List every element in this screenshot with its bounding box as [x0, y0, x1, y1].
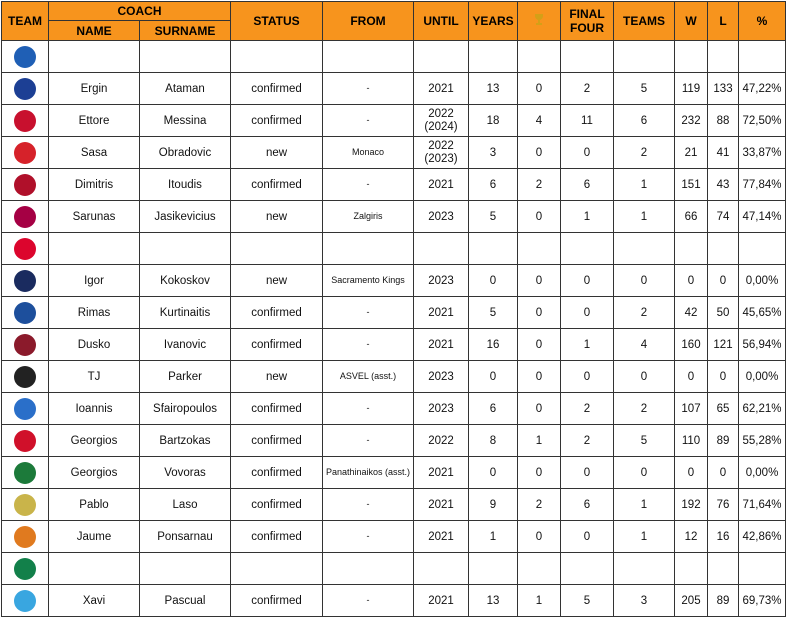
coach-surname-cell: Kokoskov: [140, 265, 231, 297]
win-pct-cell: 71,64%: [739, 489, 786, 521]
status-cell: confirmed: [231, 105, 323, 137]
losses-cell: 89: [708, 425, 739, 457]
until-cell: [414, 553, 469, 585]
years-cell: 5: [469, 201, 518, 233]
status-cell: new: [231, 201, 323, 233]
header-titles: [518, 2, 561, 41]
header-teams: TEAMS: [614, 2, 675, 41]
coach-name-cell: [49, 233, 140, 265]
titles-cell: [518, 553, 561, 585]
coach-surname-cell: Kurtinaitis: [140, 297, 231, 329]
team-logo-cell: [2, 585, 49, 617]
years-cell: 1: [469, 521, 518, 553]
coach-surname-cell: Obradovic: [140, 137, 231, 169]
titles-cell: 0: [518, 521, 561, 553]
coach-name-cell: Pablo: [49, 489, 140, 521]
win-pct-cell: 62,21%: [739, 393, 786, 425]
real-madrid-logo-icon: [14, 494, 36, 516]
until-cell: 2021: [414, 457, 469, 489]
team-logo-cell: [2, 393, 49, 425]
team-logo-cell: [2, 137, 49, 169]
team-logo-cell: [2, 297, 49, 329]
from-cell: Panathinaikos (asst.): [323, 457, 414, 489]
teams-cell: [614, 41, 675, 73]
baskonia-logo-icon: [14, 334, 36, 356]
titles-cell: 2: [518, 169, 561, 201]
losses-cell: [708, 41, 739, 73]
status-cell: confirmed: [231, 521, 323, 553]
team-logo-cell: [2, 425, 49, 457]
coach-name-cell: Sasa: [49, 137, 140, 169]
win-pct-cell: 42,86%: [739, 521, 786, 553]
until-cell: 2021: [414, 585, 469, 617]
win-pct-cell: 72,50%: [739, 105, 786, 137]
status-cell: confirmed: [231, 585, 323, 617]
maccabi-tel-aviv-logo-icon: [14, 398, 36, 420]
table-row: [2, 425, 786, 457]
table-row: [2, 265, 786, 297]
wins-cell: [675, 233, 708, 265]
table-row: [2, 585, 786, 617]
coach-surname-cell: Laso: [140, 489, 231, 521]
coach-surname-cell: Pascual: [140, 585, 231, 617]
titles-cell: 0: [518, 329, 561, 361]
years-cell: 18: [469, 105, 518, 137]
status-cell: new: [231, 361, 323, 393]
wins-cell: 192: [675, 489, 708, 521]
coach-name-cell: Dusko: [49, 329, 140, 361]
table-row: [2, 73, 786, 105]
team-logo-cell: [2, 41, 49, 73]
header-coach: COACH: [49, 2, 231, 21]
coach-name-cell: [49, 553, 140, 585]
table-row: [2, 169, 786, 201]
until-cell: 2021: [414, 297, 469, 329]
coach-surname-cell: Ponsarnau: [140, 521, 231, 553]
coach-surname-cell: [140, 233, 231, 265]
wins-cell: [675, 553, 708, 585]
until-cell: 2023: [414, 361, 469, 393]
win-pct-cell: 56,94%: [739, 329, 786, 361]
win-pct-cell: [739, 553, 786, 585]
khimki-logo-icon: [14, 302, 36, 324]
losses-cell: 43: [708, 169, 739, 201]
from-cell: Sacramento Kings: [323, 265, 414, 297]
losses-cell: 65: [708, 393, 739, 425]
wins-cell: 232: [675, 105, 708, 137]
final-four-cell: 6: [561, 169, 614, 201]
wins-cell: 160: [675, 329, 708, 361]
win-pct-cell: 77,84%: [739, 169, 786, 201]
years-cell: 9: [469, 489, 518, 521]
teams-cell: 1: [614, 201, 675, 233]
until-cell: [414, 233, 469, 265]
final-four-cell: 1: [561, 201, 614, 233]
coaches-table-body: [2, 41, 786, 617]
table-row: [2, 105, 786, 137]
table-row: [2, 137, 786, 169]
titles-cell: 0: [518, 457, 561, 489]
final-four-cell: 1: [561, 329, 614, 361]
teams-cell: 3: [614, 585, 675, 617]
status-cell: confirmed: [231, 489, 323, 521]
years-cell: 0: [469, 265, 518, 297]
wins-cell: 151: [675, 169, 708, 201]
team-logo-cell: [2, 553, 49, 585]
team-logo-cell: [2, 73, 49, 105]
wins-cell: 12: [675, 521, 708, 553]
team-logo-cell: [2, 105, 49, 137]
until-cell: 2021: [414, 329, 469, 361]
win-pct-cell: [739, 233, 786, 265]
from-cell: -: [323, 521, 414, 553]
coach-surname-cell: Ivanovic: [140, 329, 231, 361]
coach-name-cell: Dimitris: [49, 169, 140, 201]
titles-cell: 0: [518, 265, 561, 297]
table-row: [2, 233, 786, 265]
losses-cell: 89: [708, 585, 739, 617]
cska-moscow-logo-icon: [14, 174, 36, 196]
final-four-cell: 2: [561, 73, 614, 105]
from-cell: ASVEL (asst.): [323, 361, 414, 393]
win-pct-cell: 47,14%: [739, 201, 786, 233]
teams-cell: 6: [614, 105, 675, 137]
from-cell: -: [323, 73, 414, 105]
header-years: YEARS: [469, 2, 518, 41]
titles-cell: 0: [518, 137, 561, 169]
years-cell: 6: [469, 169, 518, 201]
losses-cell: 41: [708, 137, 739, 169]
titles-cell: 0: [518, 73, 561, 105]
until-cell: 2021: [414, 73, 469, 105]
win-pct-cell: 55,28%: [739, 425, 786, 457]
coach-surname-cell: Bartzokas: [140, 425, 231, 457]
team-logo-cell: [2, 201, 49, 233]
coach-name-cell: Georgios: [49, 457, 140, 489]
from-cell: -: [323, 297, 414, 329]
table-row: [2, 41, 786, 73]
header-losses: L: [708, 2, 739, 41]
years-cell: [469, 553, 518, 585]
status-cell: [231, 233, 323, 265]
win-pct-cell: 47,22%: [739, 73, 786, 105]
final-four-cell: 2: [561, 393, 614, 425]
losses-cell: 0: [708, 265, 739, 297]
from-cell: -: [323, 105, 414, 137]
teams-cell: [614, 233, 675, 265]
coaches-table: [1, 1, 786, 617]
bayern-munich-logo-icon: [14, 238, 36, 260]
teams-cell: 0: [614, 361, 675, 393]
team-logo-cell: [2, 361, 49, 393]
teams-cell: 1: [614, 169, 675, 201]
table-row: [2, 201, 786, 233]
final-four-cell: 2: [561, 425, 614, 457]
years-cell: 0: [469, 361, 518, 393]
final-four-cell: [561, 553, 614, 585]
header-final-four-line2: FOUR: [570, 21, 604, 35]
win-pct-cell: [739, 41, 786, 73]
status-cell: confirmed: [231, 457, 323, 489]
years-cell: 13: [469, 73, 518, 105]
status-cell: confirmed: [231, 297, 323, 329]
years-cell: 6: [469, 393, 518, 425]
teams-cell: 5: [614, 73, 675, 105]
final-four-cell: 5: [561, 585, 614, 617]
from-cell: -: [323, 393, 414, 425]
wins-cell: 107: [675, 393, 708, 425]
table-row: [2, 361, 786, 393]
years-cell: 5: [469, 297, 518, 329]
coach-name-cell: [49, 41, 140, 73]
coach-surname-cell: Messina: [140, 105, 231, 137]
coach-surname-cell: Parker: [140, 361, 231, 393]
team-logo-cell: [2, 489, 49, 521]
until-cell: 2021: [414, 489, 469, 521]
status-cell: new: [231, 265, 323, 297]
status-cell: confirmed: [231, 425, 323, 457]
crvena-zvezda-logo-icon: [14, 142, 36, 164]
teams-cell: 2: [614, 297, 675, 329]
losses-cell: [708, 233, 739, 265]
team-logo-cell: [2, 521, 49, 553]
final-four-cell: 0: [561, 521, 614, 553]
teams-cell: 1: [614, 521, 675, 553]
years-cell: 13: [469, 585, 518, 617]
wins-cell: 0: [675, 265, 708, 297]
olympiacos-logo-icon: [14, 430, 36, 452]
titles-cell: 2: [518, 489, 561, 521]
teams-cell: 4: [614, 329, 675, 361]
wins-cell: 0: [675, 457, 708, 489]
status-cell: new: [231, 137, 323, 169]
table-row: [2, 521, 786, 553]
header-from: FROM: [323, 2, 414, 41]
table-row: [2, 489, 786, 521]
losses-cell: 74: [708, 201, 739, 233]
header-name: NAME: [49, 21, 140, 41]
win-pct-cell: 45,65%: [739, 297, 786, 329]
titles-cell: 1: [518, 425, 561, 457]
coach-name-cell: Georgios: [49, 425, 140, 457]
titles-cell: 4: [518, 105, 561, 137]
asvel-logo-icon: [14, 366, 36, 388]
zenit-logo-icon: [14, 590, 36, 612]
table-row: [2, 553, 786, 585]
team-logo-cell: [2, 233, 49, 265]
until-cell: [414, 41, 469, 73]
table-row: [2, 457, 786, 489]
header-until: UNTIL: [414, 2, 469, 41]
header-team: TEAM: [2, 2, 49, 41]
win-pct-cell: 0,00%: [739, 361, 786, 393]
coach-name-cell: Ettore: [49, 105, 140, 137]
status-cell: confirmed: [231, 169, 323, 201]
years-cell: 0: [469, 457, 518, 489]
from-cell: [323, 41, 414, 73]
header-wins: W: [675, 2, 708, 41]
win-pct-cell: 33,87%: [739, 137, 786, 169]
final-four-cell: 0: [561, 361, 614, 393]
coach-surname-cell: Ataman: [140, 73, 231, 105]
until-cell: 2023: [414, 265, 469, 297]
until-cell: 2023: [414, 201, 469, 233]
losses-cell: 16: [708, 521, 739, 553]
until-cell: 2022 (2023): [414, 137, 469, 169]
coach-name-cell: Ioannis: [49, 393, 140, 425]
status-cell: [231, 41, 323, 73]
trophy-icon: [534, 14, 544, 26]
header-final-four: [561, 2, 614, 41]
coach-surname-cell: [140, 41, 231, 73]
teams-cell: 0: [614, 265, 675, 297]
from-cell: [323, 553, 414, 585]
final-four-cell: 6: [561, 489, 614, 521]
titles-cell: 0: [518, 201, 561, 233]
status-cell: confirmed: [231, 73, 323, 105]
status-cell: confirmed: [231, 329, 323, 361]
wins-cell: [675, 41, 708, 73]
coach-surname-cell: [140, 553, 231, 585]
losses-cell: [708, 553, 739, 585]
anadolu-efes-logo-icon: [14, 78, 36, 100]
losses-cell: 50: [708, 297, 739, 329]
years-cell: 16: [469, 329, 518, 361]
fc-barcelona-logo-icon: [14, 206, 36, 228]
coach-name-cell: Jaume: [49, 521, 140, 553]
final-four-cell: 0: [561, 265, 614, 297]
until-cell: 2022: [414, 425, 469, 457]
until-cell: 2022 (2024): [414, 105, 469, 137]
coach-surname-cell: Jasikevicius: [140, 201, 231, 233]
coach-name-cell: Ergin: [49, 73, 140, 105]
losses-cell: 133: [708, 73, 739, 105]
until-cell: 2021: [414, 521, 469, 553]
wins-cell: 205: [675, 585, 708, 617]
from-cell: -: [323, 169, 414, 201]
team-logo-cell: [2, 265, 49, 297]
header-win-pct: %: [739, 2, 786, 41]
win-pct-cell: 69,73%: [739, 585, 786, 617]
from-cell: [323, 233, 414, 265]
losses-cell: 0: [708, 457, 739, 489]
table-row: [2, 393, 786, 425]
panathinaikos-logo-icon: [14, 462, 36, 484]
team-logo-cell: [2, 329, 49, 361]
coach-name-cell: Sarunas: [49, 201, 140, 233]
coach-name-cell: TJ: [49, 361, 140, 393]
teams-cell: 2: [614, 137, 675, 169]
team-logo-cell: [2, 457, 49, 489]
teams-cell: 5: [614, 425, 675, 457]
header-surname: SURNAME: [140, 21, 231, 41]
titles-cell: [518, 41, 561, 73]
teams-cell: [614, 553, 675, 585]
teams-cell: 2: [614, 393, 675, 425]
from-cell: -: [323, 425, 414, 457]
table-row: [2, 329, 786, 361]
wins-cell: 42: [675, 297, 708, 329]
from-cell: Monaco: [323, 137, 414, 169]
from-cell: -: [323, 585, 414, 617]
final-four-cell: [561, 233, 614, 265]
titles-cell: [518, 233, 561, 265]
until-cell: 2021: [414, 169, 469, 201]
valencia-basket-logo-icon: [14, 526, 36, 548]
fenerbahce-logo-icon: [14, 270, 36, 292]
wins-cell: 119: [675, 73, 708, 105]
final-four-cell: [561, 41, 614, 73]
win-pct-cell: 0,00%: [739, 457, 786, 489]
teams-cell: 0: [614, 457, 675, 489]
header-status: STATUS: [231, 2, 323, 41]
wins-cell: 110: [675, 425, 708, 457]
losses-cell: 88: [708, 105, 739, 137]
titles-cell: 1: [518, 585, 561, 617]
win-pct-cell: 0,00%: [739, 265, 786, 297]
from-cell: -: [323, 489, 414, 521]
titles-cell: 0: [518, 297, 561, 329]
teams-cell: 1: [614, 489, 675, 521]
from-cell: -: [323, 329, 414, 361]
team-logo-cell: [2, 169, 49, 201]
titles-cell: 0: [518, 393, 561, 425]
from-cell: Zalgiris: [323, 201, 414, 233]
final-four-cell: 11: [561, 105, 614, 137]
years-cell: 3: [469, 137, 518, 169]
losses-cell: 76: [708, 489, 739, 521]
status-cell: confirmed: [231, 393, 323, 425]
coach-name-cell: Igor: [49, 265, 140, 297]
wins-cell: 0: [675, 361, 708, 393]
losses-cell: 121: [708, 329, 739, 361]
coach-name-cell: Rimas: [49, 297, 140, 329]
wins-cell: 21: [675, 137, 708, 169]
years-cell: [469, 233, 518, 265]
coach-name-cell: Xavi: [49, 585, 140, 617]
wins-cell: 66: [675, 201, 708, 233]
years-cell: 8: [469, 425, 518, 457]
until-cell: 2023: [414, 393, 469, 425]
titles-cell: 0: [518, 361, 561, 393]
final-four-cell: 0: [561, 457, 614, 489]
losses-cell: 0: [708, 361, 739, 393]
status-cell: [231, 553, 323, 585]
table-row: [2, 297, 786, 329]
coach-surname-cell: Itoudis: [140, 169, 231, 201]
header-final-four-line1: FINAL: [569, 7, 605, 21]
final-four-cell: 0: [561, 297, 614, 329]
armani-milano-logo-icon: [14, 110, 36, 132]
coach-surname-cell: Sfairopoulos: [140, 393, 231, 425]
coach-surname-cell: Vovoras: [140, 457, 231, 489]
zalgiris-logo-icon: [14, 558, 36, 580]
years-cell: [469, 41, 518, 73]
alba-berlin-logo-icon: [14, 46, 36, 68]
final-four-cell: 0: [561, 137, 614, 169]
